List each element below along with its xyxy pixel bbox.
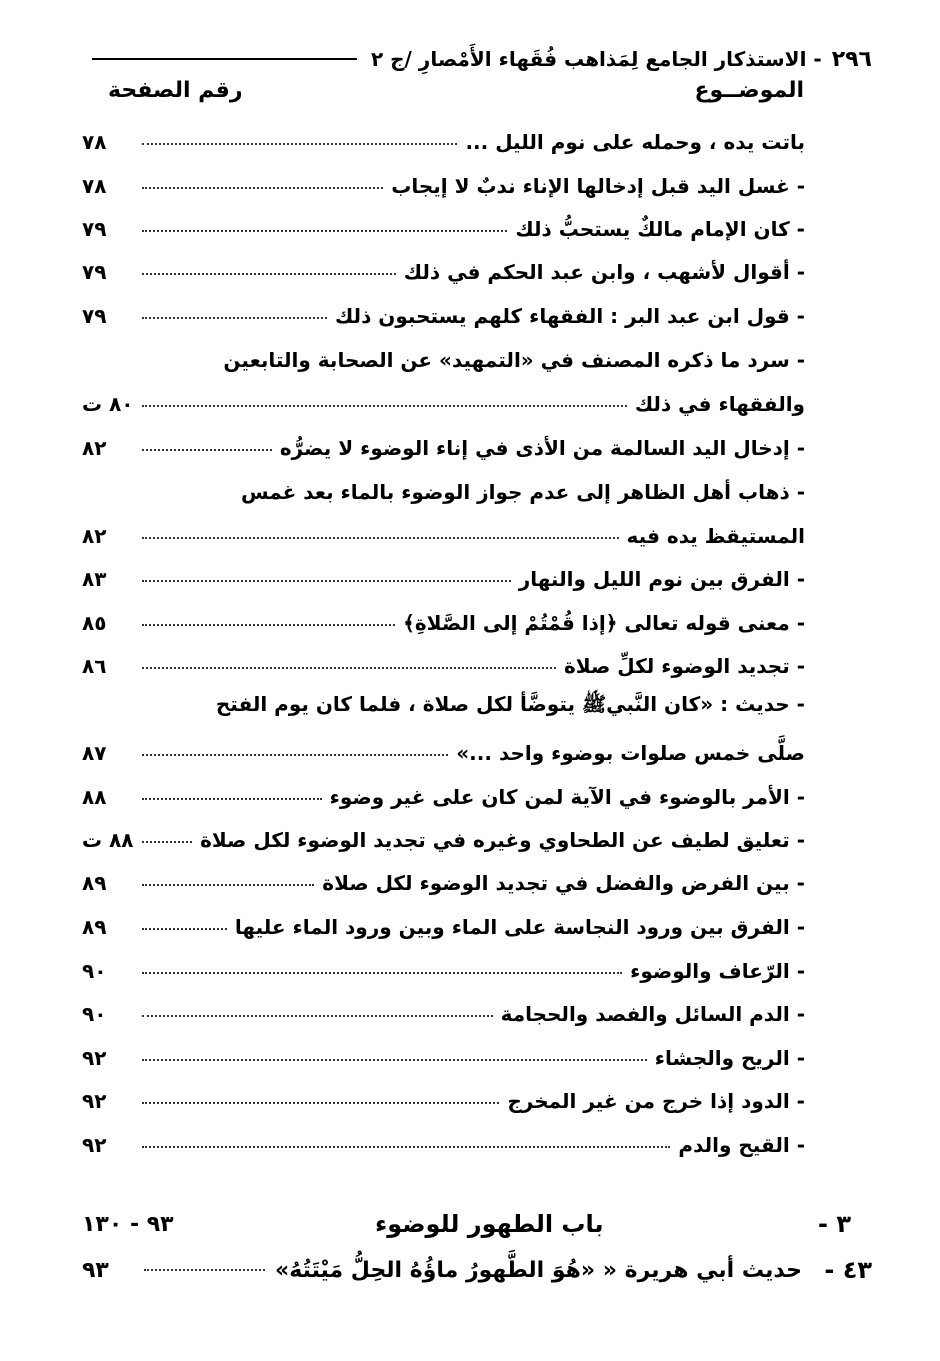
dot-leader (142, 754, 448, 756)
topic-column-heading: الموضــوع (694, 78, 804, 103)
dot-leader (142, 841, 192, 843)
toc-topic: - إدخال اليد السالمة من الأذى في إناء الوضوء لا يضرُّه (279, 436, 805, 460)
toc-row (82, 767, 805, 809)
toc-row (82, 897, 805, 939)
dot-leader (142, 1015, 493, 1017)
toc-topic: - الفرق بين ورود النجاسة على الماء وبين ورود الماء عليها (234, 915, 805, 939)
toc-page-number: ٨٨ ت (82, 828, 134, 852)
toc-topic: صلَّى خمس صلوات بوضوء واحد ...» (456, 741, 805, 765)
toc-topic: - بين الفرض والفضل في تجديد الوضوء لكل صلاة (322, 871, 805, 895)
toc-page-number: ٨٢ (82, 524, 107, 548)
toc-page-number: ٧٨ (82, 130, 107, 154)
toc-row (82, 286, 805, 328)
entry-number: ٤٣ - (824, 1256, 872, 1284)
toc-topic: - الريح والجشاء (654, 1046, 805, 1070)
toc-row (82, 723, 805, 765)
toc-topic: - الفرق بين نوم الليل والنهار (518, 567, 805, 591)
entry-text: حديث أبي هريرة « «هُوَ الطَّهورُ ماؤُهُ الحِلُّ مَيْتَتُهُ» (275, 1257, 802, 1283)
toc-row (82, 418, 805, 460)
toc-page-number: ٧٩ (82, 304, 107, 328)
toc-topic: - الدم السائل والفصد والحجامة (500, 1002, 805, 1026)
toc-topic: - الرّعاف والوضوء (630, 959, 805, 983)
dot-leader (142, 537, 619, 539)
toc-row (82, 679, 805, 721)
toc-page-number: ٩٠ (82, 959, 107, 983)
toc-topic: - تعليق لطيف عن الطحاوي وغيره في تجديد الوضوء لكل صلاة (200, 828, 805, 852)
section-title: باب الطهور للوضوء (375, 1210, 604, 1238)
toc-page-number: ٨٨ (82, 785, 107, 809)
toc-row (82, 810, 805, 852)
toc-page-number: ٧٩ (82, 260, 107, 284)
section-heading (82, 1202, 851, 1246)
toc-page-number: ٨٥ (82, 611, 107, 635)
hadith-entry (82, 1248, 872, 1292)
dot-leader (142, 317, 327, 319)
toc-topic: - تجديد الوضوء لكلِّ صلاة (564, 654, 805, 678)
toc-topic: - أقوال لأشهب ، وابن عبد الحكم في ذلك (403, 260, 805, 284)
section-page-range: ٩٣ - ١٣٠ (82, 1211, 174, 1237)
toc-row (82, 853, 805, 895)
toc-topic: - القيح والدم (678, 1133, 805, 1157)
toc-row (82, 112, 805, 154)
toc-row (82, 330, 805, 372)
dot-leader (142, 187, 383, 189)
toc-page-number: ٨٩ (82, 915, 107, 939)
toc-page-number: ٨٢ (82, 436, 107, 460)
header-rule (92, 58, 357, 60)
dot-leader (142, 884, 314, 886)
toc-topic: - كان الإمام مالكٌ يستحبُّ ذلك (515, 217, 805, 241)
running-title: - الاستذكار الجامع لِمَذاهب فُقَهاء الأَمْصارِ /ج ٢ (370, 47, 822, 71)
toc-row (82, 1071, 805, 1113)
toc-page-number: ٩٢ (82, 1046, 107, 1070)
toc-topic: والفقهاء في ذلك (634, 392, 805, 416)
dot-leader (142, 928, 227, 930)
toc-page-number: ٨٦ (82, 654, 107, 678)
dot-leader (142, 580, 511, 582)
page-number: ٢٩٦ (831, 46, 872, 72)
dot-leader (142, 405, 627, 407)
toc-topic: - الأمر بالوضوء في الآية لمن كان على غير وضوء (329, 785, 805, 809)
toc-topic: - قول ابن عبد البر : الفقهاء كلهم يستحبون ذلك (334, 304, 805, 328)
toc-topic: المستيقظ يده فيه (626, 524, 805, 548)
toc-page-number: ٨٠ ت (82, 392, 134, 416)
dot-leader (142, 1059, 647, 1061)
toc-page-number: ٩٢ (82, 1133, 107, 1157)
toc-topic: - حديث : «كان النَّبيﷺ يتوضَّأ لكل صلاة ، فلما كان يوم الفتح (215, 692, 805, 716)
toc-row (82, 199, 805, 241)
toc-row (82, 462, 805, 504)
entry-page: ٩٣ (82, 1257, 109, 1283)
toc-row (82, 242, 805, 284)
toc-page-number: ٧٨ (82, 174, 107, 198)
dot-leader (142, 1102, 499, 1104)
dot-leader (142, 624, 395, 626)
toc-row (82, 549, 805, 591)
dot-leader (142, 449, 272, 451)
toc-row (82, 593, 805, 635)
toc-topic: باتت يده ، وحمله على نوم الليل ... (465, 130, 805, 154)
toc-page-number: ٨٣ (82, 567, 107, 591)
section-number: ٣ - (818, 1210, 851, 1238)
toc-page-number: ٧٩ (82, 217, 107, 241)
dot-leader (142, 667, 556, 669)
toc-topic: - ذهاب أهل الظاهر إلى عدم جواز الوضوء بالماء بعد غمس (240, 480, 805, 504)
toc-topic: - سرد ما ذكره المصنف في «التمهيد» عن الصحابة والتابعين (223, 348, 805, 372)
page-column-heading: رقم الصفحة (108, 78, 243, 103)
toc-row (82, 1115, 805, 1157)
toc-topic: - غسل اليد قبل إدخالها الإناء ندبٌ لا إيجاب (391, 174, 805, 198)
toc-page-number: ٨٩ (82, 871, 107, 895)
toc-row (82, 156, 805, 198)
toc-row (82, 374, 805, 416)
running-header (92, 42, 872, 76)
toc-page-number: ٨٧ (82, 741, 107, 765)
toc-row (82, 941, 805, 983)
toc-topic: - الدود إذا خرج من غير المخرج (507, 1089, 805, 1113)
dot-leader (142, 273, 396, 275)
dot-leader (142, 1146, 670, 1148)
toc-page-number: ٩٢ (82, 1089, 107, 1113)
toc-row (82, 506, 805, 548)
toc-page-number: ٩٠ (82, 1002, 107, 1026)
dot-leader (142, 972, 622, 974)
toc-topic: - معنى قوله تعالى ﴿إذا قُمْتُمْ إلى الصَّلاةِ﴾ (403, 611, 805, 635)
dot-leader (142, 230, 507, 232)
toc-row (82, 1028, 805, 1070)
toc-row (82, 636, 805, 678)
dot-leader (142, 798, 322, 800)
dot-leader (144, 1269, 265, 1271)
toc-row (82, 984, 805, 1026)
dot-leader (142, 143, 457, 145)
